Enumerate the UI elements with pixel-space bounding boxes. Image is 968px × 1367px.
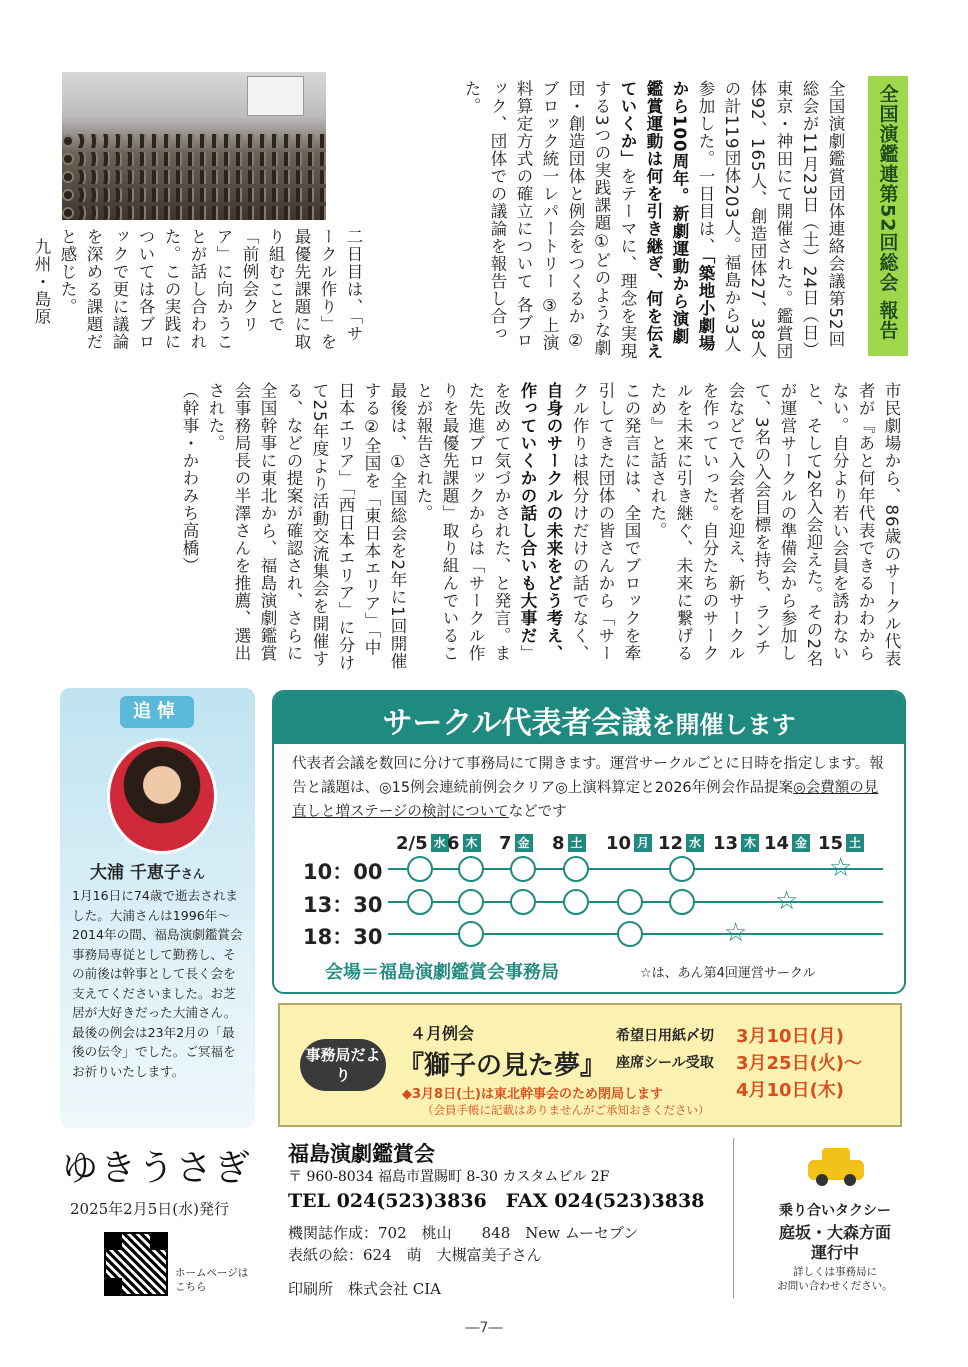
- session-star: ☆: [724, 918, 748, 948]
- star-legend: ☆は、あん第4回運営サークル: [640, 966, 816, 981]
- schedule-date: 2/5 水: [396, 833, 449, 854]
- session-circle: [617, 921, 643, 947]
- taxi-note: 詳しくは事務局に: [793, 1266, 877, 1278]
- editor-credit: 機関誌作成：702 桃山 848 New ムーセブン: [288, 1224, 639, 1242]
- taxi-icon: [808, 1148, 864, 1188]
- conference-photo: [62, 72, 326, 220]
- closure-note: （会員手帳に記載はありませんがご承知おきください）: [422, 1103, 710, 1117]
- session-circle: [669, 889, 695, 915]
- article-text: 」を改めて気づかされた、と発言。また先進ブロックからは「サークル作りを最優先課題」取り組んでいることが報告された。: [414, 382, 537, 662]
- office-news-badge: 事務局だより: [300, 1039, 386, 1091]
- schedule-date: 12 水: [658, 833, 704, 854]
- weekday-badge: 金: [515, 834, 533, 852]
- session-circle: [510, 856, 536, 882]
- session-circle: [407, 889, 433, 915]
- schedule-time: 13：30: [303, 893, 383, 917]
- session-star: ☆: [829, 853, 853, 883]
- deadline-value: 3月10日(月): [736, 1026, 845, 1047]
- schedule-time: 18：30: [303, 925, 383, 949]
- organization-name: 福島演劇鑑賞会: [288, 1141, 435, 1166]
- footer-divider: [733, 1138, 734, 1298]
- qr-caption: ホームページはこちら: [175, 1267, 249, 1293]
- seat-label: 座席シール受取: [616, 1055, 714, 1071]
- seat-value: 3月25日(火)～: [736, 1053, 863, 1074]
- article-emphasis: 自身のサークルの未来をどう考え、作っていくかの話し合いも大事だ: [518, 382, 563, 662]
- session-circle: [669, 856, 695, 882]
- organization-phone: TEL 024(523)3836 FAX 024(523)3838: [288, 1190, 705, 1212]
- article-column-middle: [32, 228, 366, 358]
- weekday-badge: 土: [568, 834, 586, 852]
- weekday-badge: 金: [792, 834, 810, 852]
- session-circle: [458, 889, 484, 915]
- schedule-date: 8 土: [552, 833, 586, 854]
- weekday-badge: 土: [846, 834, 864, 852]
- closure-warning: ◆3月8日(土)は東北幹事会のため閉局します: [402, 1087, 663, 1102]
- printer-credit: 印刷所 株式会社 CIA: [288, 1280, 442, 1298]
- schedule-date: 7 金: [499, 833, 533, 854]
- taxi-title: 乗り合いタクシー: [779, 1203, 891, 1219]
- weekday-badge: 水: [686, 834, 704, 852]
- memorial-portrait: [107, 738, 217, 854]
- session-circle: [510, 889, 536, 915]
- weekday-badge: 月: [634, 834, 652, 852]
- meeting-venue: 会場＝福島演劇鑑賞会事務局: [325, 962, 559, 983]
- weekday-badge: 木: [741, 834, 759, 852]
- memorial-honorific: さん: [180, 867, 205, 881]
- organization-address: 〒 960-8034 福島市置賜町 8-30 カスタムビル 2F: [288, 1169, 610, 1185]
- schedule-date: 6 木: [447, 833, 481, 854]
- schedule-time: 10：00: [303, 860, 383, 884]
- taxi-note: お問い合わせください。: [777, 1280, 893, 1292]
- schedule-date: 14 金: [764, 833, 810, 854]
- session-circle: [563, 856, 589, 882]
- schedule-date: 15 土: [818, 833, 864, 854]
- meeting-underlined-topic: ◎会費額の見直しと増ステージの検討について: [292, 780, 879, 820]
- article-column-right: [462, 80, 848, 362]
- april-month: ４月例会: [410, 1024, 475, 1043]
- session-circle: [563, 889, 589, 915]
- session-circle: [407, 856, 433, 882]
- page-number: ―7―: [465, 1320, 503, 1336]
- schedule-date: 13 木: [713, 833, 759, 854]
- article-text: をテーマに、理念を実現する3つの実践課題①どのような劇団・創造団体と例会をつくるか ②ブロック統一レパートリー ③上演料算定方式の確立について 各ブロック、団体での議論を報告し合った。: [462, 80, 637, 360]
- cover-credit: 表紙の絵：624 萌 大槻富美子さん: [288, 1246, 542, 1264]
- article-text: この発言には、全国でブロックを牽引してきた団体の皆さんから「サークル作りは根分けだけの話でなく、: [570, 382, 641, 662]
- memorial-panel: [60, 688, 255, 1128]
- schedule-date: 10 月: [606, 833, 652, 854]
- performance-date: 4月10日(木): [736, 1080, 845, 1101]
- memorial-name: 大浦 千恵子さん: [90, 863, 205, 883]
- article-signature: 九州・島原: [32, 238, 51, 326]
- article-column-left: [84, 382, 904, 672]
- memorial-text: 1月16日に74歳で逝去されました。大浦さんは1996年～2014年の間、福島演劇鑑賞会事務局専従として勤務し、その前後は幹事として長く会を支えてくださいました。お芝居が大好きだった大浦さん。最後の例会は23年2月の「最後の伝令」でした。ご冥福をお祈りいたします。: [72, 888, 243, 1079]
- newsletter-logo: ゆきうさぎ: [62, 1148, 253, 1189]
- article-signature: （幹事・かわみち高橋）: [180, 382, 199, 575]
- article-heading: 全国演鑑連第52回総会 報告: [868, 76, 908, 356]
- memorial-tag: 追悼: [120, 696, 194, 728]
- session-circle: [617, 889, 643, 915]
- taxi-area: 庭坂・大森方面: [778, 1223, 891, 1242]
- taxi-status: 運行中: [810, 1243, 859, 1262]
- april-play-title: 『獅子の見た夢』: [398, 1051, 607, 1081]
- article-text: 最後は、①全国総会を2年に1回開催する②全国を「東日本エリア」「中日本エリア」「西日本エリア」に分けて25年度より活動交流集会を開催する、などの提案が確認され、さらに全国幹事に東北から、福島演劇鑑賞会事務局長の半澤さんを推薦、選出された。: [206, 382, 407, 672]
- session-star: ☆: [775, 886, 799, 916]
- article-text: 全国演劇鑑賞団体連絡会議第52回総会が11月23日（土）24日（日）東京・神田にて開催された。鑑賞団体92、165人、創造団体27、38人の計119団体203人。福島から3人参加した。一日目は、: [696, 80, 845, 360]
- weekday-badge: 水: [431, 834, 449, 852]
- meeting-description: 代表者会議を数回に分けて事務局にて開きます。運営サークルごとに日時を指定します。報告と議題は、◎15例会連続前例会クリア◎上演料算定と2026年例会作品提案◎会費額の見直しと増ステージの検討についてなどです: [292, 756, 884, 820]
- april-notice: [278, 1003, 902, 1127]
- deadline-label: 希望日用紙〆切: [616, 1028, 714, 1044]
- issue-date: 2025年2月5日(水)発行: [70, 1200, 229, 1218]
- article-text: 市民劇場から、86歳のサークル代表者が『あと何年代表できるかわからない。自分より若い会員を誘わないと、そして2名入会迎えた。その2名が運営サークルの準備会から参加して、3名の入会目標を持ち、ランチ会などで入会者を迎え、新サークルを作っていった。自分たちのサークルを未来に引き継ぐ、未来に繋げるため』と話された。: [648, 382, 901, 668]
- session-circle: [458, 921, 484, 947]
- article-theme: 「築地小劇場から100周年。新劇運動から演劇鑑賞運動は何を引き継ぎ、何を伝えていくか」: [618, 80, 715, 360]
- stage-screen: [247, 76, 304, 116]
- weekday-badge: 木: [463, 834, 481, 852]
- article-text: 二日目は、「サークル作り」を最優先課題に取り組むことで「前例会クリア」に向かうことが話し合われた。この実践については各ブロックで更に議論を深める課題だと感じた。: [58, 228, 363, 351]
- qr-code[interactable]: [104, 1232, 168, 1296]
- meeting-title: サークル代表者会議を開催します: [382, 706, 796, 741]
- session-circle: [458, 856, 484, 882]
